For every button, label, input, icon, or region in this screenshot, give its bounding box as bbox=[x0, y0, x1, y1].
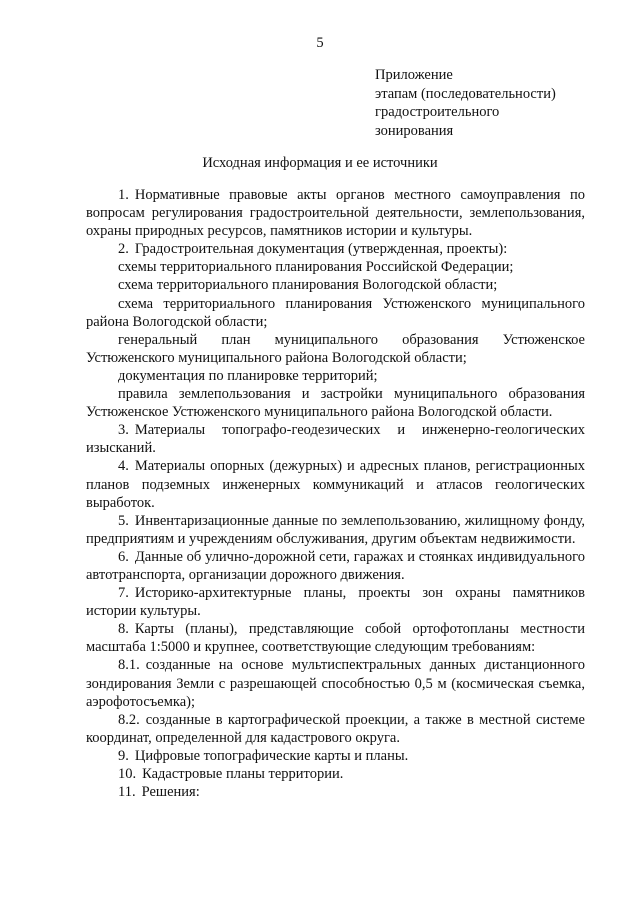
list-item-text: Цифровые топографические карты и планы. bbox=[134, 747, 409, 764]
list-item bbox=[86, 765, 585, 783]
list-item-number: 11. bbox=[118, 784, 136, 801]
list-item bbox=[86, 240, 585, 258]
list-subline bbox=[86, 331, 585, 367]
list-item-number: 3. bbox=[118, 422, 129, 439]
page-number: 5 bbox=[316, 35, 324, 51]
list-item-number: 8. bbox=[118, 621, 129, 638]
list-subline bbox=[86, 295, 585, 331]
list-item-number: 8.2. bbox=[118, 711, 140, 728]
list-item bbox=[86, 747, 585, 765]
list-subline bbox=[86, 367, 585, 385]
appendix-caption bbox=[375, 66, 615, 140]
list-item-text: Нормативные правовые акты органов местного самоуправления по вопросам регулирования градостроительной деятельности, землепользования, охраны природных ресурсов, памятников истории и культуры. bbox=[86, 187, 585, 240]
list-item bbox=[86, 548, 585, 584]
list-subline bbox=[86, 276, 585, 294]
list-item-text: Кадастровые планы территории. bbox=[142, 766, 344, 782]
list-item bbox=[86, 457, 585, 511]
source-list bbox=[86, 186, 585, 801]
appendix-line: зонирования bbox=[375, 122, 454, 139]
list-item-text: документация по планировке территорий; bbox=[118, 367, 378, 384]
list-item bbox=[86, 584, 585, 620]
list-item-text: созданные в картографической проекции, а также в местной системе координат, определенной для кадастрового округа. bbox=[86, 711, 585, 746]
appendix-line: градостроительного bbox=[375, 104, 500, 120]
list-item-text: Решения: bbox=[141, 784, 200, 801]
list-item-number: 1. bbox=[118, 187, 129, 203]
list-item-text: правила землепользования и застройки муниципального образования Устюженское Устюженского муниципального района Вологодской области. bbox=[86, 386, 585, 421]
list-item-text: Инвентаризационные данные по землепользованию, жилищному фонду, предприятиям и учреждениям обслуживания, другим объектам недвижимости. bbox=[86, 512, 585, 547]
list-item-text: Данные об улично-дорожной сети, гаражах и стоянках индивидуального автотранспорта, организации дорожного движения. bbox=[86, 548, 585, 583]
list-item-number: 2. bbox=[118, 241, 129, 258]
list-item-text: схема территориального планирования Устюженского муниципального района Вологодской области; bbox=[86, 295, 585, 330]
list-item-number: 4. bbox=[118, 458, 129, 475]
appendix-line: Приложение bbox=[375, 67, 453, 83]
list-item-number: 10. bbox=[118, 766, 137, 782]
list-item-text: схема территориального планирования Вологодской области; bbox=[118, 277, 498, 294]
list-item bbox=[86, 620, 585, 656]
appendix-line: этапам (последовательности) bbox=[375, 85, 556, 102]
list-item-text: Карты (планы), представляющие собой ортофотопланы местности масштаба 1:5000 и крупнее, соответствующие следующим требованиям: bbox=[86, 621, 585, 656]
list-item bbox=[86, 512, 585, 548]
list-item bbox=[86, 186, 585, 240]
list-item-text: Историко-архитектурные планы, проекты зон охраны памятников истории культуры. bbox=[86, 585, 585, 620]
list-subline bbox=[86, 258, 585, 276]
section-heading: Исходная информация и ее источники bbox=[202, 155, 438, 171]
list-item-text: Градостроительная документация (утвержденная, проекты): bbox=[134, 241, 508, 258]
list-item-number: 6. bbox=[118, 548, 129, 565]
list-subitem bbox=[86, 711, 585, 747]
list-item-text: Материалы топографо-геодезических и инженерно-геологических изысканий. bbox=[86, 422, 585, 457]
list-subitem bbox=[86, 656, 585, 710]
list-item-text: Материалы опорных (дежурных) и адресных планов, регистрационных планов подземных инженерных коммуникаций и атласов геологических выработок. bbox=[86, 458, 585, 511]
list-item-number: 7. bbox=[118, 585, 129, 602]
list-item-number: 8.1. bbox=[118, 657, 140, 674]
list-item bbox=[86, 783, 585, 801]
list-item-number: 5. bbox=[118, 512, 129, 529]
list-item-text: генеральный план муниципального образования Устюженское Устюженского муниципального района Вологодской области; bbox=[86, 331, 585, 366]
list-item-number: 9. bbox=[118, 747, 129, 764]
list-item-text: схемы территориального планирования Российской Федерации; bbox=[118, 259, 514, 276]
list-item-text: созданные на основе мультиспектральных данных дистанционного зондирования Земли с разрешающей способностью 0,5 м (космическая съемка, аэрофотосъемка); bbox=[86, 657, 585, 710]
list-subline bbox=[86, 385, 585, 421]
list-item bbox=[86, 421, 585, 457]
